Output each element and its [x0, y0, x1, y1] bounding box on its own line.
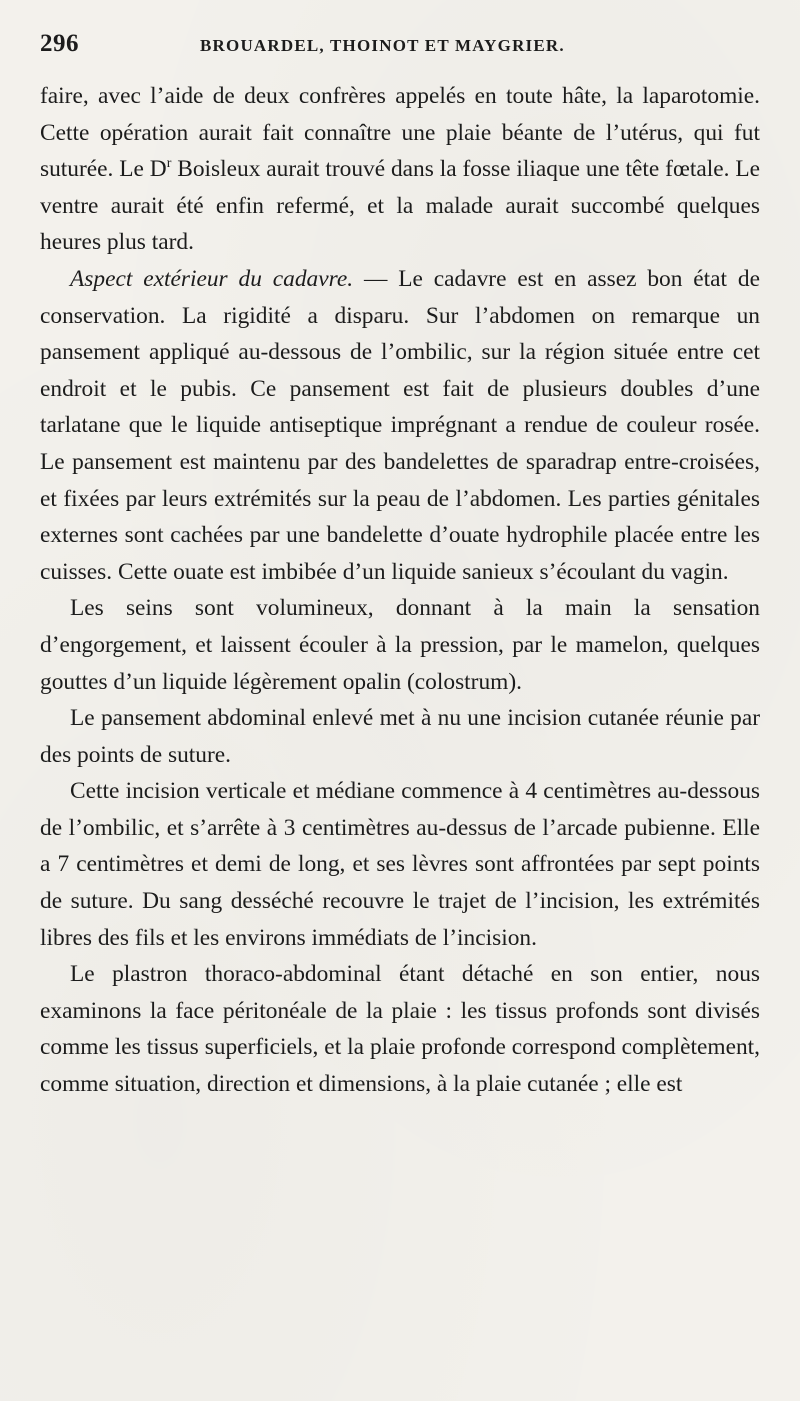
paragraph-6: Le plastron thoraco-abdominal étant détaché en son entier, nous examinons la face péritonéale de la plaie : les tissus profonds sont divisés comme les tissus superficiels, et la plaie profonde correspond complètement, comme situation, direction et dimensions, à la plaie cutanée ; elle est	[40, 961, 760, 1098]
body-text	[40, 78, 760, 1103]
section-subheading: Aspect extérieur du cadavre.	[70, 265, 354, 292]
paragraph-1-text-a: faire, avec l’aide de deux confrères appelés en toute hâte, la laparotomie. Cette opération aurait fait connaître une plaie béante de l’utérus, qui fut suturée. Le D	[40, 83, 760, 183]
superscript-r: r	[166, 156, 172, 172]
paragraph-5: Cette incision verticale et médiane commence à 4 centimètres au-dessous de l’ombilic, et s’arrête à 3 centimètres au-dessus de l’arcade pubienne. Elle a 7 centimètres et demi de long, et ses lèvres sont affrontées par sept points de suture. Du sang desséché recouvre le trajet de l’incision, les extrémités libres des fils et les environs immédiats de l’incision.	[40, 778, 760, 951]
paragraph-2	[40, 261, 760, 590]
paragraph-1	[40, 78, 760, 261]
page-number: 296	[40, 30, 79, 57]
paragraph-4: Le pansement abdominal enlevé met à nu une incision cutanée réunie par des points de suture.	[40, 705, 760, 768]
paragraph-1-text-b: Boisleux aurait trouvé dans la fosse iliaque une tête fœtale. Le ventre aurait été enfin refermé, et la malade aurait succombé quelques heures plus tard.	[40, 156, 760, 256]
paragraph-2-text: — Le cadavre est en assez bon état de conservation. La rigidité a disparu. Sur l’abdomen on remarque un pansement appliqué au-dessous de l’ombilic, sur la région située entre cet endroit et le pubis. Ce pansement est fait de plusieurs doubles d’une tarlatane que le liquide antiseptique imprégnant a rendue de couleur rosée. Le pansement est maintenu par des bandelettes de sparadrap entre-croisées, et fixées par leurs extrémités sur la peau de l’abdomen. Les parties génitales externes sont cachées par une bandelette d’ouate hydrophile placée entre les cuisses. Cette ouate est imbibée d’un liquide sanieux s’écoulant du vagin.	[40, 265, 761, 585]
running-head	[40, 30, 760, 78]
paragraph-3: Les seins sont volumineux, donnant à la main la sensation d’engorgement, et laissent écouler à la pression, par le mamelon, quelques gouttes d’un liquide légèrement opalin (colostrum).	[40, 595, 760, 695]
running-title: BROUARDEL, THOINOT ET MAYGRIER.	[200, 36, 565, 55]
